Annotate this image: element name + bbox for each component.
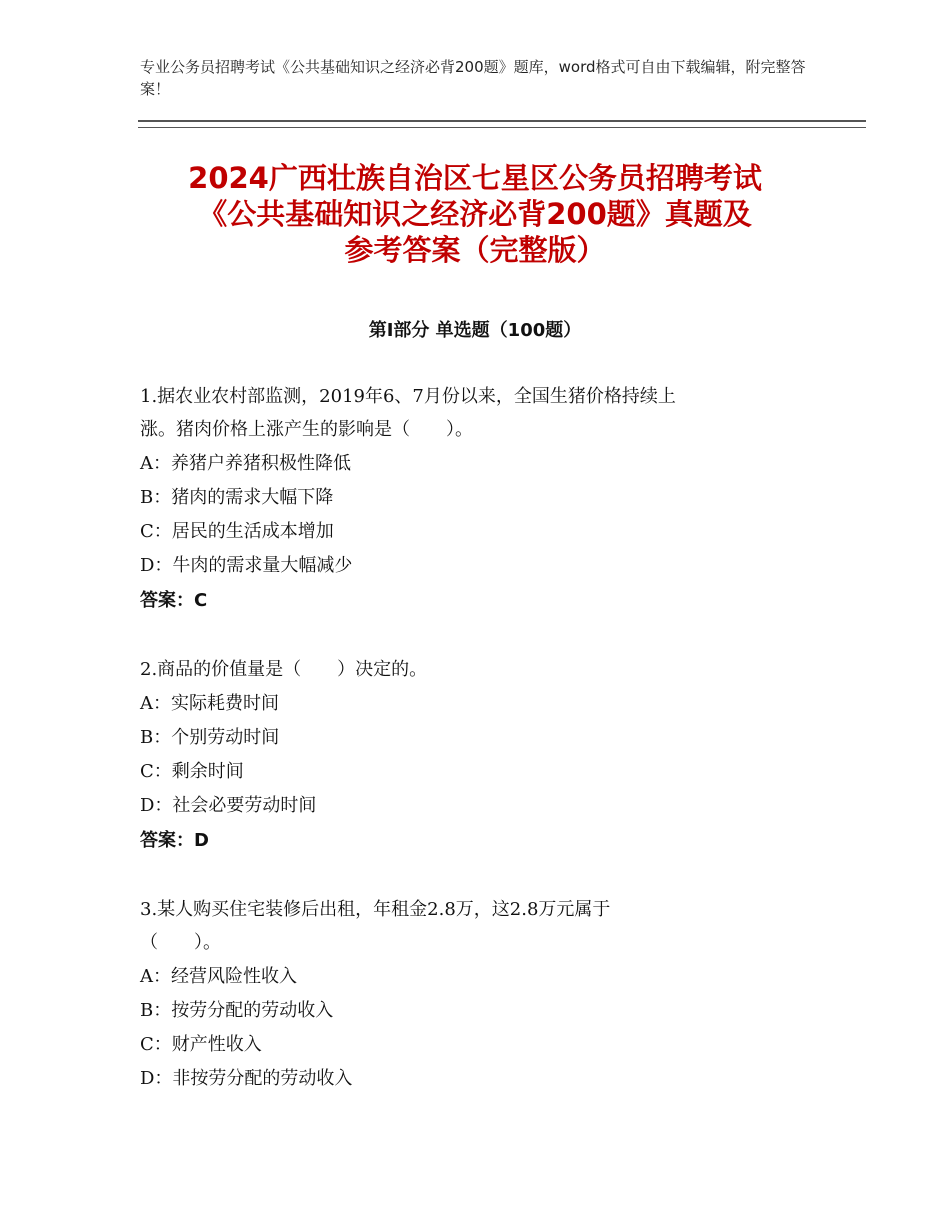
answer: 答案：C <box>140 590 208 611</box>
question-stem <box>140 653 790 686</box>
option-d: D：非按劳分配的劳动收入 <box>140 1068 353 1089</box>
option-c: C：剩余时间 <box>140 761 244 782</box>
question-stem-line: （ ）。 <box>140 932 221 953</box>
title-line-2: 《公共基础知识之经济必背200题》真题及 <box>198 197 752 231</box>
question-list <box>140 380 790 1130</box>
question-stem-line: 3.某人购买住宅装修后出租，年租金2.8万，这2.8万元属于 <box>140 899 611 920</box>
question-stem <box>140 893 790 959</box>
option-c: C：财产性收入 <box>140 1034 262 1055</box>
header-note: 专业公务员招聘考试《公共基础知识之经济必背200题》题库，word格式可自由下载编辑，附完整答案！ <box>140 58 806 98</box>
question-stem-line: 2.商品的价值量是（ ）决定的。 <box>140 659 428 680</box>
question-3 <box>140 893 790 1096</box>
question-1 <box>140 380 790 619</box>
option-a: A：经营风险性收入 <box>140 966 297 987</box>
option-b: B：猪肉的需求大幅下降 <box>140 487 334 508</box>
question-stem-line: 涨。猪肉价格上涨产生的影响是（ ）。 <box>140 419 473 440</box>
option-d: D：社会必要劳动时间 <box>140 795 317 816</box>
option-a: A：养猪户养猪积极性降低 <box>140 453 351 474</box>
question-2 <box>140 653 790 859</box>
header-divider <box>138 120 866 128</box>
question-stem-line: 1.据农业农村部监测，2019年6、7月份以来，全国生猪价格持续上 <box>140 386 676 407</box>
option-c: C：居民的生活成本增加 <box>140 521 334 542</box>
document-title <box>120 160 830 268</box>
title-line-1: 2024广西壮族自治区七星区公务员招聘考试 <box>188 161 762 195</box>
option-b: B：个别劳动时间 <box>140 727 280 748</box>
answer: 答案：D <box>140 830 209 851</box>
section-title: 第Ⅰ部分 单选题（100题） <box>368 320 582 341</box>
question-stem <box>140 380 790 446</box>
option-a: A：实际耗费时间 <box>140 693 279 714</box>
option-d: D：牛肉的需求量大幅减少 <box>140 555 353 576</box>
title-line-3: 参考答案（完整版） <box>344 233 606 267</box>
option-b: B：按劳分配的劳动收入 <box>140 1000 334 1021</box>
